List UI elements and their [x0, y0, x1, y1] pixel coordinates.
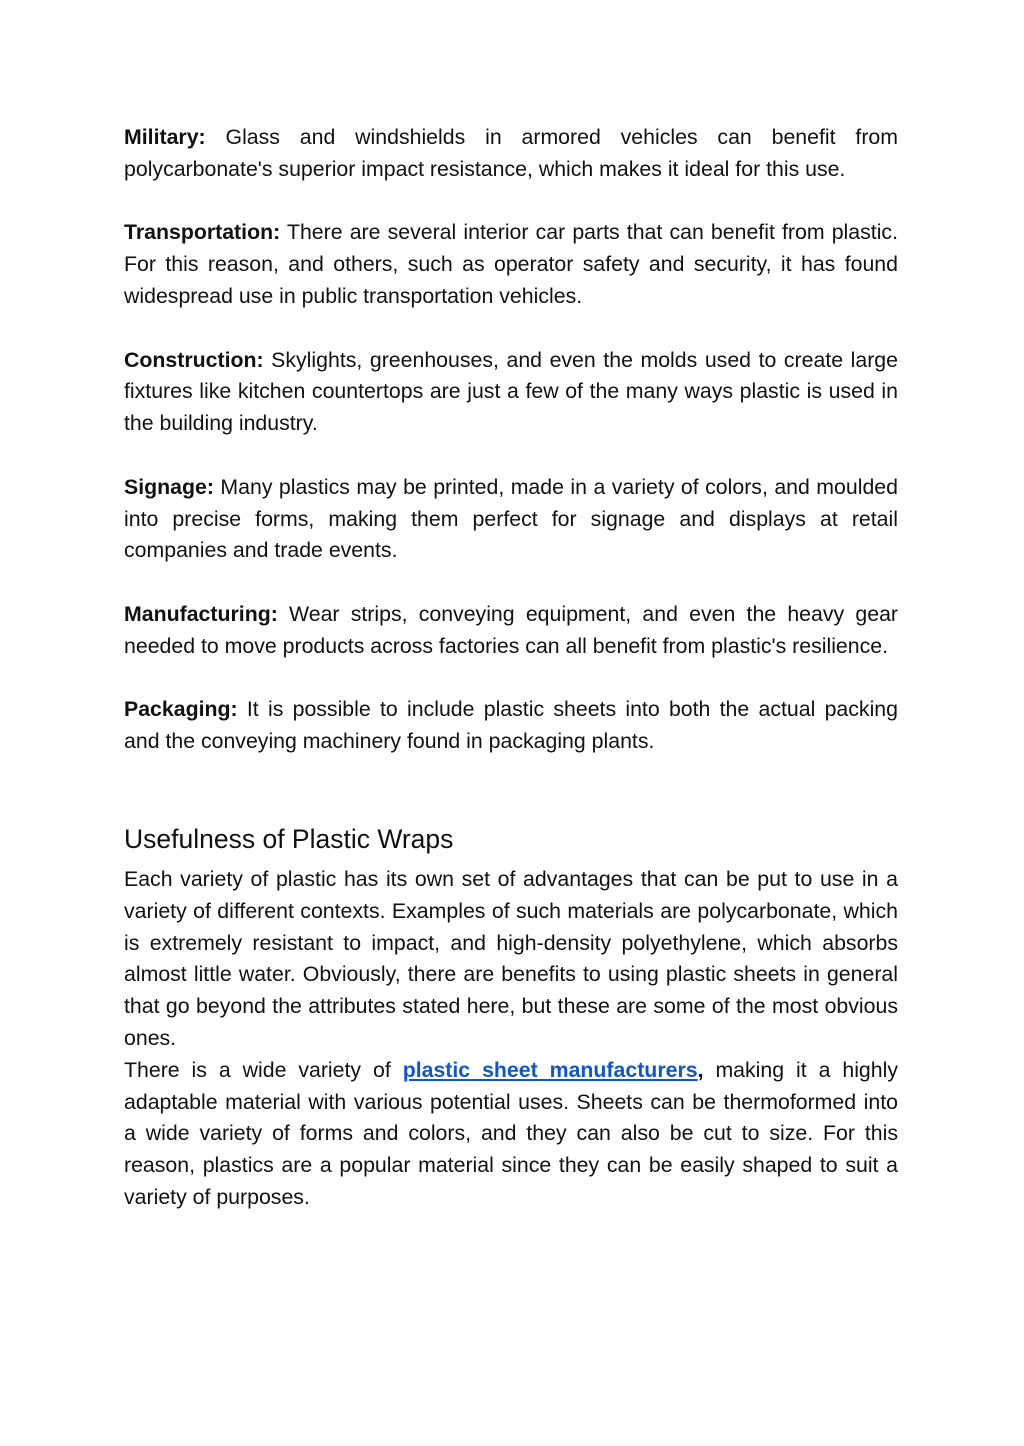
- section-text: There are several interior car parts that can benefit from plastic. For this reason, and others, such as operator safety and security, it has found widespread use in public transportation vehicles.: [124, 220, 898, 308]
- paragraph-text-before-link: There is a wide variety of: [124, 1057, 403, 1082]
- body-paragraph-2: [124, 1055, 898, 1214]
- section-label: Military:: [124, 125, 206, 149]
- section-construction: [124, 345, 898, 440]
- link-comma: ,: [697, 1057, 704, 1082]
- section-signage: [124, 472, 898, 567]
- body-paragraph-1: Each variety of plastic has its own set of advantages that can be put to use in a variety of different contexts. Examples of such materials are polycarbonate, which is extremely resistant to impact, and high-density polyethylene, which absorbs almost little water. Obviously, there are benefits to using plastic sheets in general that go beyond the attributes stated here, but these are some of the most obvious ones.: [124, 866, 898, 1050]
- section-text: Skylights, greenhouses, and even the molds used to create large fixtures like kitchen countertops are just a few of the many ways plastic is used in the building industry.: [124, 347, 898, 436]
- section-heading: Usefulness of Plastic Wraps: [124, 823, 454, 854]
- section-label: Packaging:: [124, 697, 238, 722]
- paragraph-text-after-link: making it a highly adaptable material with various potential uses. Sheets can be thermoformed into a wide variety of forms and colors, and they can also be cut to size. For this reason, plastics are a popular material since they can be easily shaped to suit a variety of purposes.: [124, 1057, 898, 1209]
- section-text: Wear strips, conveying equipment, and even the heavy gear needed to move products across factories can all benefit from plastic's resilience.: [124, 601, 898, 658]
- section-label: Construction:: [124, 347, 264, 372]
- section-manufacturing: [124, 599, 898, 663]
- section-transportation: [124, 217, 898, 312]
- section-packaging: [124, 694, 898, 758]
- section-text: Many plastics may be printed, made in a variety of colors, and moulded into precise forms, making them perfect for signage and displays at retail companies and trade events.: [124, 474, 898, 563]
- section-label: Manufacturing:: [124, 601, 278, 626]
- section-text: It is possible to include plastic sheets into both the actual packing and the conveying machinery found in packaging plants.: [124, 697, 898, 754]
- plastic-sheet-manufacturers-link[interactable]: plastic sheet manufacturers: [402, 1057, 698, 1082]
- section-military: [124, 122, 898, 186]
- document-page: [124, 122, 898, 1214]
- section-text: Glass and windshields in armored vehicles can benefit from polycarbonate's superior impact resistance, which makes it ideal for this use.: [124, 125, 898, 181]
- section-label: Transportation:: [124, 220, 281, 245]
- section-label: Signage:: [124, 474, 214, 499]
